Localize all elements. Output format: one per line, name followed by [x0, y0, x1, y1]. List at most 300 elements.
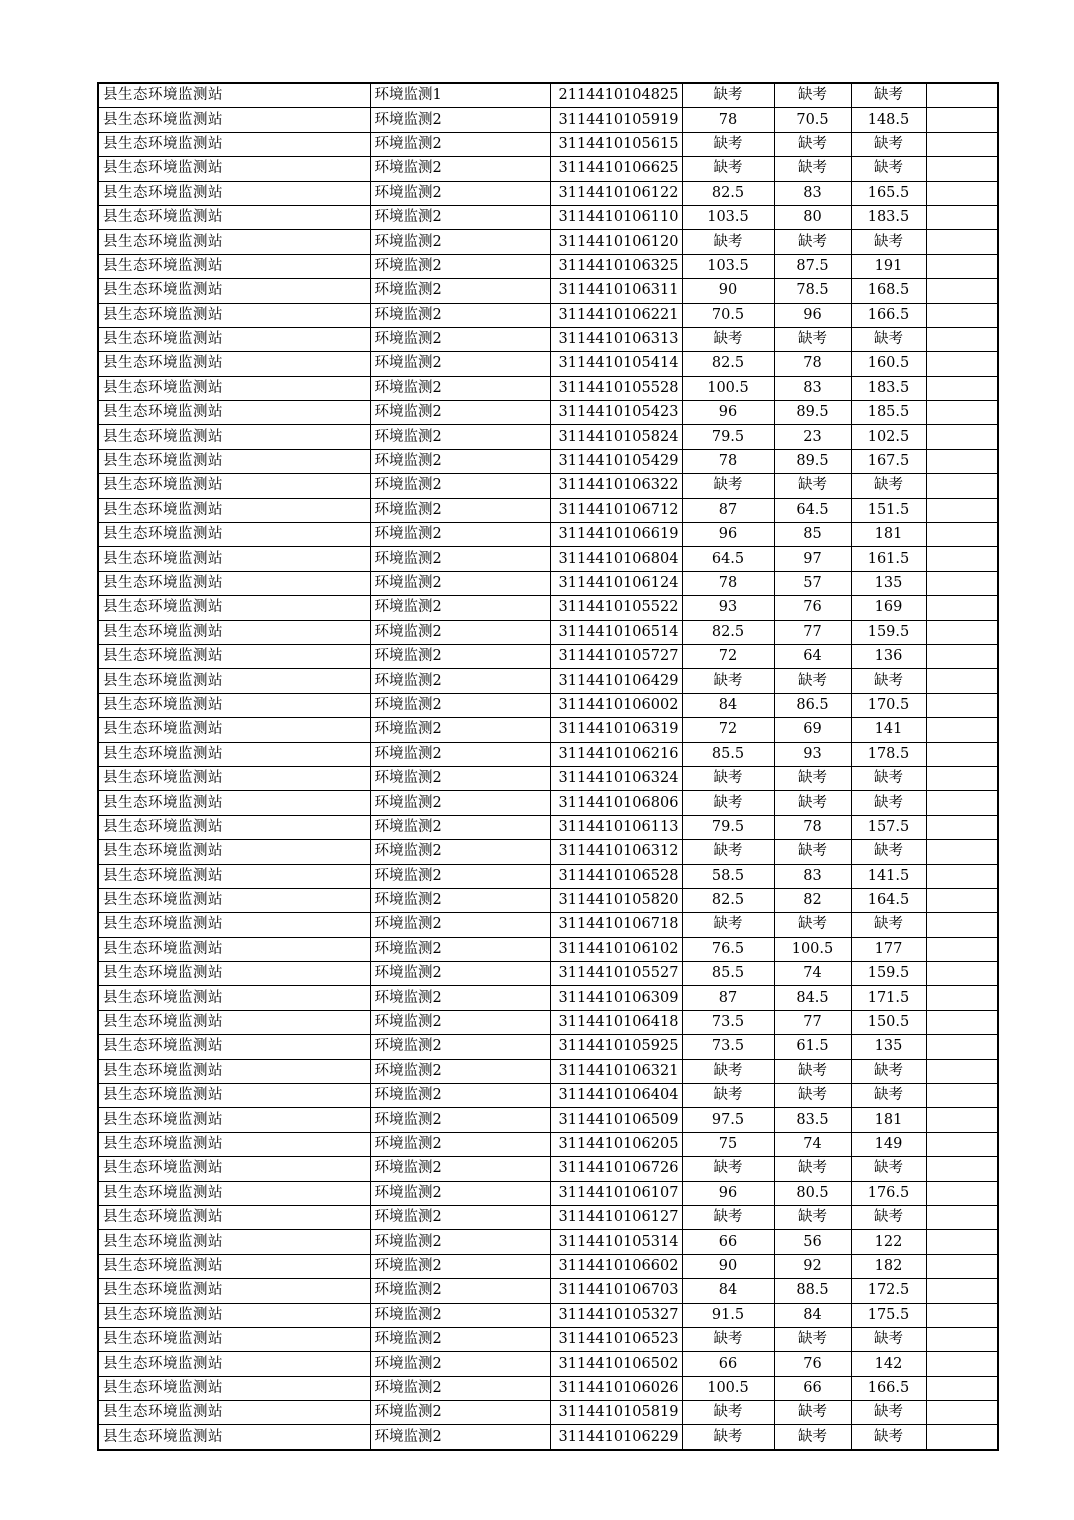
remark-cell — [926, 303, 998, 327]
unit-cell: 县生态环境监测站 — [98, 1376, 370, 1400]
score1-cell: 78 — [682, 108, 774, 132]
total-score-cell: 181 — [851, 1108, 926, 1132]
score2-cell: 76 — [774, 1352, 851, 1376]
unit-cell: 县生态环境监测站 — [98, 1010, 370, 1034]
table-row — [98, 620, 998, 644]
score2-cell: 78.5 — [774, 279, 851, 303]
score1-cell: 75 — [682, 1132, 774, 1156]
total-score-cell: 缺考 — [851, 669, 926, 693]
total-score-cell: 缺考 — [851, 230, 926, 254]
position-cell: 环境监测2 — [370, 157, 550, 181]
total-score-cell: 141 — [851, 718, 926, 742]
score1-cell: 79.5 — [682, 425, 774, 449]
score2-cell: 74 — [774, 962, 851, 986]
score2-cell: 64 — [774, 644, 851, 668]
table-row — [98, 913, 998, 937]
total-score-cell: 185.5 — [851, 401, 926, 425]
score1-cell: 76.5 — [682, 937, 774, 961]
table-row — [98, 376, 998, 400]
remark-cell — [926, 1035, 998, 1059]
total-score-cell: 176.5 — [851, 1181, 926, 1205]
table-row — [98, 791, 998, 815]
score1-cell: 90 — [682, 1254, 774, 1278]
position-cell: 环境监测2 — [370, 230, 550, 254]
exam-id-cell: 3114410106429 — [550, 669, 682, 693]
exam-id-cell: 3114410106221 — [550, 303, 682, 327]
position-cell: 环境监测2 — [370, 840, 550, 864]
score2-cell: 88.5 — [774, 1279, 851, 1303]
exam-id-cell: 3114410105414 — [550, 352, 682, 376]
exam-id-cell: 3114410106509 — [550, 1108, 682, 1132]
exam-id-cell: 3114410105919 — [550, 108, 682, 132]
remark-cell — [926, 571, 998, 595]
remark-cell — [926, 693, 998, 717]
exam-id-cell: 3114410106313 — [550, 327, 682, 351]
total-score-cell: 缺考 — [851, 913, 926, 937]
exam-id-cell: 3114410106718 — [550, 913, 682, 937]
position-cell: 环境监测2 — [370, 742, 550, 766]
table-row — [98, 1108, 998, 1132]
table-row — [98, 1157, 998, 1181]
unit-cell: 县生态环境监测站 — [98, 254, 370, 278]
remark-cell — [926, 913, 998, 937]
unit-cell: 县生态环境监测站 — [98, 596, 370, 620]
table-row — [98, 1352, 998, 1376]
score2-cell: 缺考 — [774, 1401, 851, 1425]
position-cell: 环境监测2 — [370, 815, 550, 839]
score1-cell: 缺考 — [682, 230, 774, 254]
exam-id-cell: 3114410106619 — [550, 523, 682, 547]
table-row — [98, 498, 998, 522]
remark-cell — [926, 1181, 998, 1205]
total-score-cell: 165.5 — [851, 181, 926, 205]
total-score-cell: 169 — [851, 596, 926, 620]
total-score-cell: 151.5 — [851, 498, 926, 522]
score2-cell: 缺考 — [774, 327, 851, 351]
remark-cell — [926, 132, 998, 156]
remark-cell — [926, 766, 998, 790]
exam-id-cell: 3114410106127 — [550, 1205, 682, 1229]
position-cell: 环境监测2 — [370, 279, 550, 303]
position-cell: 环境监测2 — [370, 620, 550, 644]
position-cell: 环境监测2 — [370, 937, 550, 961]
remark-cell — [926, 523, 998, 547]
score1-cell: 缺考 — [682, 669, 774, 693]
remark-cell — [926, 1376, 998, 1400]
score2-cell: 80 — [774, 205, 851, 229]
score1-cell: 90 — [682, 279, 774, 303]
exam-id-cell: 3114410106309 — [550, 986, 682, 1010]
score2-cell: 83 — [774, 376, 851, 400]
position-cell: 环境监测2 — [370, 1279, 550, 1303]
score1-cell: 78 — [682, 571, 774, 595]
exam-id-cell: 3114410106102 — [550, 937, 682, 961]
position-cell: 环境监测2 — [370, 962, 550, 986]
unit-cell: 县生态环境监测站 — [98, 498, 370, 522]
unit-cell: 县生态环境监测站 — [98, 108, 370, 132]
unit-cell: 县生态环境监测站 — [98, 1205, 370, 1229]
unit-cell: 县生态环境监测站 — [98, 718, 370, 742]
position-cell: 环境监测2 — [370, 791, 550, 815]
exam-id-cell: 3114410105824 — [550, 425, 682, 449]
exam-id-cell: 3114410106229 — [550, 1425, 682, 1450]
remark-cell — [926, 937, 998, 961]
score1-cell: 缺考 — [682, 1059, 774, 1083]
total-score-cell: 缺考 — [851, 157, 926, 181]
unit-cell: 县生态环境监测站 — [98, 766, 370, 790]
table-row — [98, 279, 998, 303]
score2-cell: 100.5 — [774, 937, 851, 961]
position-cell: 环境监测2 — [370, 205, 550, 229]
remark-cell — [926, 376, 998, 400]
exam-id-cell: 3114410105727 — [550, 644, 682, 668]
exam-id-cell: 3114410106311 — [550, 279, 682, 303]
total-score-cell: 171.5 — [851, 986, 926, 1010]
position-cell: 环境监测2 — [370, 864, 550, 888]
exam-id-cell: 3114410106122 — [550, 181, 682, 205]
remark-cell — [926, 425, 998, 449]
exam-id-cell: 3114410106324 — [550, 766, 682, 790]
exam-id-cell: 3114410105527 — [550, 962, 682, 986]
score1-cell: 缺考 — [682, 840, 774, 864]
position-cell: 环境监测2 — [370, 254, 550, 278]
score1-cell: 84 — [682, 1279, 774, 1303]
exam-id-cell: 3114410106625 — [550, 157, 682, 181]
score2-cell: 78 — [774, 815, 851, 839]
position-cell: 环境监测2 — [370, 1035, 550, 1059]
remark-cell — [926, 962, 998, 986]
unit-cell: 县生态环境监测站 — [98, 1132, 370, 1156]
unit-cell: 县生态环境监测站 — [98, 1035, 370, 1059]
remark-cell — [926, 1254, 998, 1278]
score2-cell: 66 — [774, 1376, 851, 1400]
position-cell: 环境监测2 — [370, 693, 550, 717]
unit-cell: 县生态环境监测站 — [98, 376, 370, 400]
position-cell: 环境监测2 — [370, 1254, 550, 1278]
unit-cell: 县生态环境监测站 — [98, 1279, 370, 1303]
total-score-cell: 177 — [851, 937, 926, 961]
exam-id-cell: 3114410106110 — [550, 205, 682, 229]
score2-cell: 83 — [774, 181, 851, 205]
unit-cell: 县生态环境监测站 — [98, 425, 370, 449]
unit-cell: 县生态环境监测站 — [98, 1084, 370, 1108]
exam-id-cell: 3114410106322 — [550, 474, 682, 498]
exam-id-cell: 3114410106726 — [550, 1157, 682, 1181]
position-cell: 环境监测2 — [370, 1010, 550, 1034]
remark-cell — [926, 1132, 998, 1156]
exam-id-cell: 3114410106502 — [550, 1352, 682, 1376]
table-row — [98, 254, 998, 278]
position-cell: 环境监测2 — [370, 1401, 550, 1425]
unit-cell: 县生态环境监测站 — [98, 181, 370, 205]
position-cell: 环境监测2 — [370, 523, 550, 547]
total-score-cell: 135 — [851, 1035, 926, 1059]
table-row — [98, 840, 998, 864]
position-cell: 环境监测2 — [370, 449, 550, 473]
exam-id-cell: 3114410106404 — [550, 1084, 682, 1108]
exam-id-cell: 3114410106712 — [550, 498, 682, 522]
table-row — [98, 1035, 998, 1059]
position-cell: 环境监测2 — [370, 498, 550, 522]
total-score-cell: 缺考 — [851, 1059, 926, 1083]
remark-cell — [926, 157, 998, 181]
total-score-cell: 175.5 — [851, 1303, 926, 1327]
table-row — [98, 327, 998, 351]
unit-cell: 县生态环境监测站 — [98, 401, 370, 425]
position-cell: 环境监测2 — [370, 303, 550, 327]
score2-cell: 69 — [774, 718, 851, 742]
score1-cell: 84 — [682, 693, 774, 717]
score1-cell: 缺考 — [682, 1327, 774, 1351]
total-score-cell: 159.5 — [851, 620, 926, 644]
position-cell: 环境监测2 — [370, 1230, 550, 1254]
table-row — [98, 1327, 998, 1351]
remark-cell — [926, 1279, 998, 1303]
score1-cell: 缺考 — [682, 327, 774, 351]
table-row — [98, 864, 998, 888]
remark-cell — [926, 1303, 998, 1327]
total-score-cell: 缺考 — [851, 1157, 926, 1181]
score1-cell: 缺考 — [682, 1084, 774, 1108]
remark-cell — [926, 205, 998, 229]
table-row — [98, 474, 998, 498]
exam-id-cell: 3114410106418 — [550, 1010, 682, 1034]
exam-id-cell: 3114410106602 — [550, 1254, 682, 1278]
remark-cell — [926, 1205, 998, 1229]
score2-cell: 缺考 — [774, 83, 851, 108]
exam-id-cell: 3114410105429 — [550, 449, 682, 473]
unit-cell: 县生态环境监测站 — [98, 205, 370, 229]
total-score-cell: 135 — [851, 571, 926, 595]
table-row — [98, 83, 998, 108]
total-score-cell: 122 — [851, 1230, 926, 1254]
table-row — [98, 1401, 998, 1425]
score1-cell: 78 — [682, 449, 774, 473]
total-score-cell: 缺考 — [851, 1401, 926, 1425]
table-row — [98, 1279, 998, 1303]
exam-id-cell: 3114410105423 — [550, 401, 682, 425]
table-row — [98, 303, 998, 327]
score2-cell: 97 — [774, 547, 851, 571]
score2-cell: 77 — [774, 620, 851, 644]
exam-id-cell: 3114410106528 — [550, 864, 682, 888]
score2-cell: 缺考 — [774, 1327, 851, 1351]
total-score-cell: 缺考 — [851, 791, 926, 815]
unit-cell: 县生态环境监测站 — [98, 1108, 370, 1132]
total-score-cell: 183.5 — [851, 205, 926, 229]
position-cell: 环境监测2 — [370, 547, 550, 571]
remark-cell — [926, 1230, 998, 1254]
total-score-cell: 缺考 — [851, 132, 926, 156]
score1-cell: 66 — [682, 1352, 774, 1376]
remark-cell — [926, 1352, 998, 1376]
total-score-cell: 102.5 — [851, 425, 926, 449]
score2-cell: 84 — [774, 1303, 851, 1327]
total-score-cell: 缺考 — [851, 327, 926, 351]
unit-cell: 县生态环境监测站 — [98, 986, 370, 1010]
exam-id-cell: 3114410106002 — [550, 693, 682, 717]
score2-cell: 77 — [774, 1010, 851, 1034]
score1-cell: 缺考 — [682, 157, 774, 181]
position-cell: 环境监测2 — [370, 986, 550, 1010]
score1-cell: 100.5 — [682, 1376, 774, 1400]
exam-id-cell: 3114410106703 — [550, 1279, 682, 1303]
unit-cell: 县生态环境监测站 — [98, 352, 370, 376]
table-row — [98, 157, 998, 181]
unit-cell: 县生态环境监测站 — [98, 230, 370, 254]
exam-id-cell: 3114410106113 — [550, 815, 682, 839]
total-score-cell: 166.5 — [851, 1376, 926, 1400]
remark-cell — [926, 230, 998, 254]
unit-cell: 县生态环境监测站 — [98, 303, 370, 327]
score1-cell: 72 — [682, 644, 774, 668]
score2-cell: 缺考 — [774, 1157, 851, 1181]
table-row — [98, 742, 998, 766]
score1-cell: 73.5 — [682, 1010, 774, 1034]
position-cell: 环境监测2 — [370, 1108, 550, 1132]
table-row — [98, 449, 998, 473]
table-row — [98, 962, 998, 986]
score2-cell: 缺考 — [774, 474, 851, 498]
exam-id-cell: 3114410105314 — [550, 1230, 682, 1254]
table-row — [98, 1205, 998, 1229]
unit-cell: 县生态环境监测站 — [98, 327, 370, 351]
score2-cell: 84.5 — [774, 986, 851, 1010]
score1-cell: 87 — [682, 986, 774, 1010]
score2-cell: 86.5 — [774, 693, 851, 717]
exam-id-cell: 3114410105615 — [550, 132, 682, 156]
score1-cell: 缺考 — [682, 766, 774, 790]
table-row — [98, 1010, 998, 1034]
total-score-cell: 缺考 — [851, 1327, 926, 1351]
unit-cell: 县生态环境监测站 — [98, 669, 370, 693]
remark-cell — [926, 1084, 998, 1108]
table-row — [98, 693, 998, 717]
score1-cell: 91.5 — [682, 1303, 774, 1327]
unit-cell: 县生态环境监测站 — [98, 523, 370, 547]
table-row — [98, 596, 998, 620]
total-score-cell: 136 — [851, 644, 926, 668]
total-score-cell: 缺考 — [851, 1205, 926, 1229]
score1-cell: 85.5 — [682, 742, 774, 766]
table-row — [98, 1376, 998, 1400]
unit-cell: 县生态环境监测站 — [98, 913, 370, 937]
total-score-cell: 缺考 — [851, 1425, 926, 1450]
unit-cell: 县生态环境监测站 — [98, 888, 370, 912]
unit-cell: 县生态环境监测站 — [98, 83, 370, 108]
table-row — [98, 718, 998, 742]
total-score-cell: 缺考 — [851, 83, 926, 108]
total-score-cell: 168.5 — [851, 279, 926, 303]
exam-id-cell: 3114410105522 — [550, 596, 682, 620]
remark-cell — [926, 1059, 998, 1083]
table-row — [98, 937, 998, 961]
position-cell: 环境监测2 — [370, 766, 550, 790]
score2-cell: 缺考 — [774, 840, 851, 864]
position-cell: 环境监测2 — [370, 352, 550, 376]
position-cell: 环境监测2 — [370, 474, 550, 498]
position-cell: 环境监测2 — [370, 888, 550, 912]
score2-cell: 89.5 — [774, 449, 851, 473]
exam-id-cell: 3114410106120 — [550, 230, 682, 254]
total-score-cell: 149 — [851, 1132, 926, 1156]
total-score-cell: 150.5 — [851, 1010, 926, 1034]
remark-cell — [926, 181, 998, 205]
position-cell: 环境监测2 — [370, 596, 550, 620]
total-score-cell: 164.5 — [851, 888, 926, 912]
score1-cell: 93 — [682, 596, 774, 620]
position-cell: 环境监测2 — [370, 401, 550, 425]
position-cell: 环境监测2 — [370, 108, 550, 132]
remark-cell — [926, 1108, 998, 1132]
position-cell: 环境监测2 — [370, 1059, 550, 1083]
score2-cell: 80.5 — [774, 1181, 851, 1205]
score1-cell: 58.5 — [682, 864, 774, 888]
remark-cell — [926, 401, 998, 425]
score-table-body — [98, 83, 998, 1450]
position-cell: 环境监测2 — [370, 1376, 550, 1400]
remark-cell — [926, 1327, 998, 1351]
score2-cell: 缺考 — [774, 1084, 851, 1108]
total-score-cell: 182 — [851, 1254, 926, 1278]
remark-cell — [926, 620, 998, 644]
table-row — [98, 644, 998, 668]
table-row — [98, 108, 998, 132]
table-row — [98, 986, 998, 1010]
table-row — [98, 132, 998, 156]
table-row — [98, 1059, 998, 1083]
unit-cell: 县生态环境监测站 — [98, 449, 370, 473]
unit-cell: 县生态环境监测站 — [98, 1157, 370, 1181]
score1-cell: 73.5 — [682, 1035, 774, 1059]
remark-cell — [926, 888, 998, 912]
exam-id-cell: 3114410106205 — [550, 1132, 682, 1156]
unit-cell: 县生态环境监测站 — [98, 1254, 370, 1278]
score1-cell: 72 — [682, 718, 774, 742]
total-score-cell: 191 — [851, 254, 926, 278]
position-cell: 环境监测2 — [370, 1425, 550, 1450]
remark-cell — [926, 1401, 998, 1425]
score1-cell: 96 — [682, 523, 774, 547]
total-score-cell: 缺考 — [851, 474, 926, 498]
remark-cell — [926, 840, 998, 864]
score1-cell: 85.5 — [682, 962, 774, 986]
remark-cell — [926, 352, 998, 376]
exam-id-cell: 3114410106806 — [550, 791, 682, 815]
unit-cell: 县生态环境监测站 — [98, 864, 370, 888]
score1-cell: 100.5 — [682, 376, 774, 400]
score2-cell: 缺考 — [774, 791, 851, 815]
exam-id-cell: 3114410106026 — [550, 1376, 682, 1400]
remark-cell — [926, 791, 998, 815]
table-row — [98, 1303, 998, 1327]
remark-cell — [926, 986, 998, 1010]
table-row — [98, 1084, 998, 1108]
score2-cell: 78 — [774, 352, 851, 376]
unit-cell: 县生态环境监测站 — [98, 840, 370, 864]
table-row — [98, 425, 998, 449]
position-cell: 环境监测2 — [370, 1132, 550, 1156]
total-score-cell: 166.5 — [851, 303, 926, 327]
unit-cell: 县生态环境监测站 — [98, 1181, 370, 1205]
remark-cell — [926, 1425, 998, 1450]
table-row — [98, 766, 998, 790]
score2-cell: 23 — [774, 425, 851, 449]
score2-cell: 83.5 — [774, 1108, 851, 1132]
remark-cell — [926, 327, 998, 351]
position-cell: 环境监测2 — [370, 571, 550, 595]
table-row — [98, 401, 998, 425]
